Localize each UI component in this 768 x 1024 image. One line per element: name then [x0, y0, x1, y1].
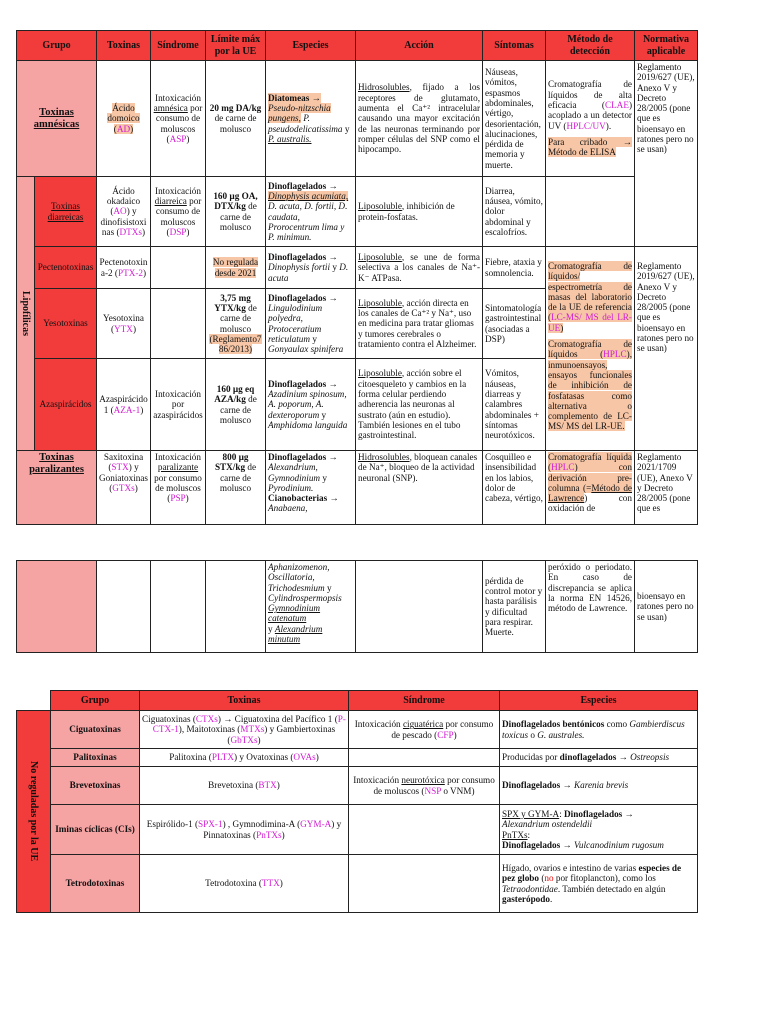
group-iminas: Iminas cíclicas (CIs)	[51, 805, 140, 855]
action-cell-paralizantes: Hidrosolubles, bloquean canales de Na⁺, bloqueo de la actividad neuronal (SNP).	[356, 451, 483, 525]
header-limite: Límite máx por la UE	[206, 31, 266, 61]
header-especies: Especies	[266, 31, 356, 61]
normativa-cell-amnesicas: Reglamento 2019/627 (UE), Anexo V y Decreto 28/2005 (pone que es bioensayo en ratones pero no se usan)	[635, 61, 698, 247]
toxin-table-continuation	[16, 560, 698, 653]
header-accion: Acción	[356, 31, 483, 61]
syndrome-cell-tetrodotoxinas	[349, 855, 500, 913]
toxin-cell-ciguatoxinas: Ciguatoxinas (CTXs) → Ciguatoxina del Pacífico 1 (P-CTX-1), Maitotoxinas (MTXs) y Gambiertoxinas (GbTXs)	[140, 711, 349, 749]
toxin-table-regulated	[16, 30, 698, 525]
action-cell-cont	[356, 561, 483, 653]
method-cell-amnesicas: Cromatografía de líquidos de alta eficacia (CLAE) acoplado a un detector UV (HPLC/UV). Para cribado → Método de ELISA	[546, 61, 635, 177]
species-cell-amnesicas: Diatomeas → Pseudo-nitzschia pungens, P. pseudodelicatissima y P. australis.	[266, 61, 356, 177]
header-grupo: Grupo	[17, 31, 97, 61]
group-diarreicas: Toxinas diarreicas	[35, 177, 97, 247]
toxin-table-unregulated	[16, 690, 698, 913]
action-cell-pectenotoxinas: Liposoluble, se une de forma selectiva a los canales de Na⁺- K⁻ ATPasa.	[356, 247, 483, 289]
header-metodo: Método de detección	[546, 31, 635, 61]
group-ciguatoxinas: Ciguatoxinas	[51, 711, 140, 749]
toxin-cell-iminas: Espirólido-1 (SPX-1) , Gymnodimina-A (GYM-A) y Pinnatoxinas (PnTXs)	[140, 805, 349, 855]
group-palitoxinas: Palitoxinas	[51, 749, 140, 767]
species-cell-yesotoxinas: Dinoflagelados → Lingulodinium polyedra, Protoceratium reticulatum y Gonyaulax spinifera	[266, 289, 356, 359]
header-normativa: Normativa aplicable	[635, 31, 698, 61]
syndrome-cell-pectenotoxinas	[151, 247, 206, 289]
toxin-cell-tetrodotoxinas: Tetrodotoxina (TTX)	[140, 855, 349, 913]
limit-cell-paralizantes: 800 µg STX/kg de carne de molusco	[206, 451, 266, 525]
table-row-diarreicas	[17, 177, 698, 247]
limit-cell-diarreicas: 160 µg OA, DTX/kg de carne de molusco	[206, 177, 266, 247]
action-cell-yesotoxinas: Liposoluble, acción directa en los canales de Ca⁺² y Na⁺, uso en medicina para tratar gliomas y tumores cerebrales o tratamiento contra el Alzheimer.	[356, 289, 483, 359]
group-brevetoxinas: Brevetoxinas	[51, 767, 140, 805]
limit-cell-cont	[206, 561, 266, 653]
group-tetrodotoxinas: Tetrodotoxinas	[51, 855, 140, 913]
group-no-reguladas: No reguladas por la UE	[17, 711, 51, 913]
limit-cell-amnesicas: 20 mg DA/kg de carne de molusco	[206, 61, 266, 177]
syndrome-cell-diarreicas: Intoxicación diarreica por consumo de moluscos (DSP)	[151, 177, 206, 247]
species-cell-pectenotoxinas: Dinoflagelados → Dinophysis fortii y D. acuta	[266, 247, 356, 289]
species-cell-iminas: SPX y GYM-A: Dinoflagelados → Alexandrium ostendeldii PnTXs: Dinoflagelados → Vulcanodinium rugosum	[500, 805, 698, 855]
species-cell-ciguatoxinas: Dinoflagelados bentónicos como Gambierdiscus toxicus o G. australes.	[500, 711, 698, 749]
toxin-cell-diarreicas: Ácido okadaico (AO) y dinofisistoxinas (DTXs)	[97, 177, 151, 247]
normativa-cell-paralizantes: Reglamento 2021/1709 (UE), Anexo V y Decreto 28/2005 (pone que es	[635, 451, 698, 525]
syndrome-cell-ciguatoxinas: Intoxicación ciguatérica por consumo de pescado (CFP)	[349, 711, 500, 749]
group-amnesicas: Toxinas amnésicas	[17, 61, 97, 177]
group-yesotoxinas: Yesotoxinas	[35, 289, 97, 359]
normativa-cell-cont: bioensayo en ratones pero no se usan)	[635, 561, 698, 653]
species-cell-paralizantes: Dinoflagelados → Alexandrium, Gymnodinium y Pyrodinium. Cianobacterias → Anabaena,	[266, 451, 356, 525]
syndrome-cell-azaspiracidos: Intoxicación por azaspirácidos	[151, 359, 206, 451]
table-row-iminas	[17, 805, 698, 855]
syndrome-cell-palitoxinas	[349, 749, 500, 767]
action-cell-azaspiracidos: Liposoluble, acción sobre el citoesqueleto y cambios en la forma celular perdiendo adherencia las neuronas al sustrato (aún en estudio). También lesiones en el tubo gastrointestinal.	[356, 359, 483, 451]
species-cell-azaspiracidos: Dinoflagelados → Azadinium spinosum, A. poporum, A. dexteroporum y Amphidoma languida	[266, 359, 356, 451]
action-cell-amnesicas: Hidrosolubles, fijado a los receptores de glutamato, aumenta el Ca⁺² intracelular causando una mayor excitación de las neuronas terminando por romper células del SNP como el hipocampo.	[356, 61, 483, 177]
action-cell-diarreicas: Liposoluble, inhibición de protein-fosfatas.	[356, 177, 483, 247]
header2-grupo: Grupo	[51, 691, 140, 711]
group-paralizantes: Toxinas paralizantes	[17, 451, 97, 525]
table-row-ciguatoxinas	[17, 711, 698, 749]
table-row-paralizantes	[17, 451, 698, 525]
header2-especies: Especies	[500, 691, 698, 711]
method-cell-paralizantes: Cromatografía líquida (HPLC) con derivación pre-columna (=Método de Lawrence) con oxidación de	[546, 451, 635, 525]
toxin-cell-azaspiracidos: Azaspirácido 1 (AZA-1)	[97, 359, 151, 451]
species-cell-diarreicas: Dinoflagelados → Dinophysis acumiata, D. acuta, D. fortii, D. caudata, Prorocentrum lima y P. minimun.	[266, 177, 356, 247]
group-pectenotoxinas: Pectenotoxinas	[35, 247, 97, 289]
limit-cell-pectenotoxinas: No regulada desde 2021	[206, 247, 266, 289]
symptoms-cell-cont: pérdida de control motor y hasta parálisis y dificultad para respirar. Muerte.	[483, 561, 546, 653]
toxin-cell-pectenotoxinas: Pectenotoxina-2 (PTX-2)	[97, 247, 151, 289]
method-cell-lipofilicas: Cromatografía de líquidos/ espectrometría de masas del laboratorio de la UE de referencia (LC-MS/ MS del LR-UE) Cromatografía de líquidos (HPLC), inmunoensayos, ensayos funcionales de inhibición de fosfatasas como alternativa o complemento de LC-MS/ MS del LR-UE.	[546, 247, 635, 451]
symptoms-cell-diarreicas: Diarrea, náusea, vómito, dolor abdominal y escalofríos.	[483, 177, 546, 247]
toxin-cell-brevetoxinas: Brevetoxina (BTX)	[140, 767, 349, 805]
symptoms-cell-amnesicas: Náuseas, vómitos, espasmos abdominales, vértigo, desorientación, alucinaciones, pérdida de memoria y muerte.	[483, 61, 546, 177]
table-row-palitoxinas	[17, 749, 698, 767]
syndrome-cell-yesotoxinas	[151, 289, 206, 359]
limit-cell-yesotoxinas: 3,75 mg YTX/kg de carne de molusco (Reglamento786/2013)	[206, 289, 266, 359]
symptoms-cell-azaspiracidos: Vómitos, náuseas, diarreas y calambres abdominales + síntomas neurotóxicos.	[483, 359, 546, 451]
species-cell-palitoxinas: Producidas por dinoflagelados → Ostreopsis	[500, 749, 698, 767]
header-toxinas: Toxinas	[97, 31, 151, 61]
table-row-brevetoxinas	[17, 767, 698, 805]
group-lipofilicas: Lipofílicas	[17, 177, 35, 451]
syndrome-cell-iminas	[349, 805, 500, 855]
species-cell-brevetoxinas: Dinoflagelados → Karenia brevis	[500, 767, 698, 805]
toxin-cell-paralizantes: Saxitoxina (STX) y Goniatoxinas (GTXs)	[97, 451, 151, 525]
header-sintomas: Síntomas	[483, 31, 546, 61]
syndrome-cell-cont	[151, 561, 206, 653]
syndrome-cell-paralizantes: Intoxicación paralizante por consumo de moluscos (PSP)	[151, 451, 206, 525]
species-cell-tetrodotoxinas: Hígado, ovarios e intestino de varias especies de pez globo (no por fitoplancton), como los Tetraodontidae. También detectado en algún gasterópodo.	[500, 855, 698, 913]
table-row-tetrodotoxinas	[17, 855, 698, 913]
header2-toxinas: Toxinas	[140, 691, 349, 711]
table-row-amnesicas	[17, 61, 698, 177]
toxin-cell-cont	[97, 561, 151, 653]
symptoms-cell-yesotoxinas: Sintomatología gastrointestinal (asociadas a DSP)	[483, 289, 546, 359]
limit-cell-azaspiracidos: 160 µg eq AZA/kg de carne de molusco	[206, 359, 266, 451]
table-row-paralizantes-cont	[17, 561, 698, 653]
method-cell-cont: peróxido o periodato. En caso de discrepancia se aplica la norma EN 14526, método de Lawrence.	[546, 561, 635, 653]
syndrome-cell-amnesicas: Intoxicación amnésica por consumo de moluscos (ASP)	[151, 61, 206, 177]
normativa-cell-lipofilicas: Reglamento 2019/627 (UE), Anexo V y Decreto 28/2005 (pone que es bioensayo en ratones pero no se usan)	[635, 247, 698, 451]
syndrome-cell-brevetoxinas: Intoxicación neurotóxica por consumo de moluscos (NSP o VNM)	[349, 767, 500, 805]
symptoms-cell-paralizantes: Cosquilleo e insensibilidad en los labios, dolor de cabeza, vértigo,	[483, 451, 546, 525]
group-azaspiracidos: Azaspirácidos	[35, 359, 97, 451]
group-cell-cont	[17, 561, 97, 653]
toxin-cell-yesotoxinas: Yesotoxina (YTX)	[97, 289, 151, 359]
header2-sindrome: Síndrome	[349, 691, 500, 711]
toxin-cell-amnesicas: Ácido domoico (AD)	[97, 61, 151, 177]
header-sindrome: Síndrome	[151, 31, 206, 61]
toxin-cell-palitoxinas: Palitoxina (PLTX) y Ovatoxinas (OVAs)	[140, 749, 349, 767]
table-row-pectenotoxinas	[17, 247, 698, 289]
symptoms-cell-pectenotoxinas: Fiebre, ataxia y somnolencia.	[483, 247, 546, 289]
species-cell-cont: Aphanizomenon, Oscillatoria, Trichodesmium y Cylindrospermopsis Gymnodinium catenatum y Alexandrium minutum	[266, 561, 356, 653]
